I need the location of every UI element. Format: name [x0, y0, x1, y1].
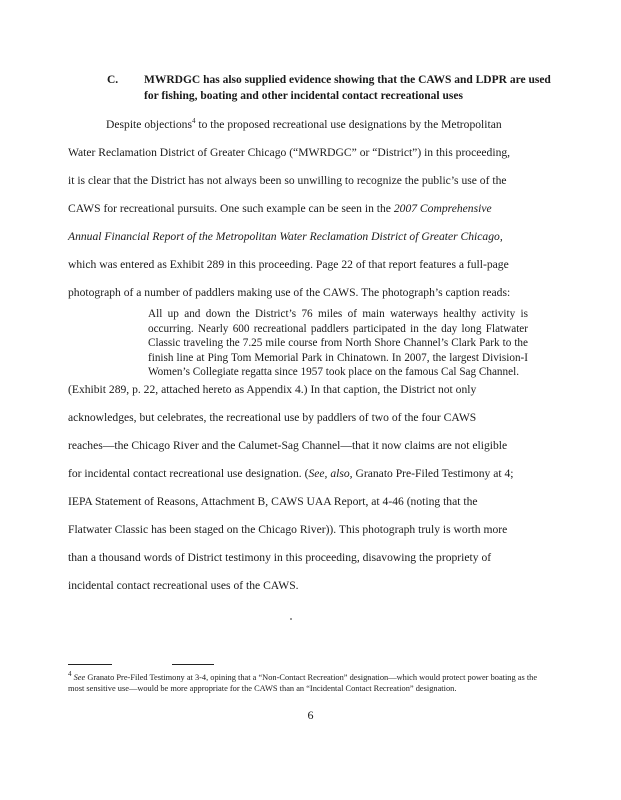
block-quote: All up and down the District’s 76 miles of main waterways healthy activity is occurring. Nearly 600 recreational paddlers participated in the day long Flatwater Classic traveling the 7.25 mile course from North Shore Channel’s Clark Park to the finish line at Ping Tom Memorial Park in Chinatown. In 2007, the largest Division-I Women’s Collegiate regatta since 1957 took place on the famous Cal Sag Channel.: [148, 308, 528, 379]
footnote: [68, 670, 548, 695]
scan-speck: [290, 618, 292, 620]
body-line: reaches—the Chicago River and the Calumet-Sag Channel—that it now claims are not eligible: [68, 439, 508, 452]
body-line: than a thousand words of District testimony in this proceeding, disavowing the propriety of: [68, 551, 492, 564]
body-line: (Exhibit 289, p. 22, attached hereto as Appendix 4.) In that caption, the District not only: [68, 383, 477, 396]
footnote-number: 4: [68, 670, 72, 679]
footnote-text: Granato Pre-Filed Testimony at 3-4, opining that a “Non-Contact Recreation” designation—which would protect power boating as the most sensitive use—would be more appropriate for the CAWS than an “Incidental Contact Recreation” designation.: [68, 673, 538, 693]
body-line: for incidental contact recreational use designation. (See, also, Granato Pre-Filed Testimony at 4;: [68, 467, 514, 480]
report-title: 2007 Comprehensive: [393, 202, 492, 215]
body-line: Despite objections$^4$ to the proposed recreational use designations by the Metropolitan: [106, 117, 502, 131]
footnote-separator: [172, 664, 214, 665]
footnote-separator: [68, 664, 112, 665]
citation-signal: See, also,: [308, 467, 353, 480]
report-title: Annual Financial Report of the Metropolitan Water Reclamation District of Greater Chicago,: [68, 230, 503, 243]
body-line: acknowledges, but celebrates, the recreational use by paddlers of two of the four CAWS: [68, 411, 477, 424]
body-line: CAWS for recreational pursuits. One such example can be seen in the 2007 Comprehensive: [68, 202, 492, 215]
body-line: which was entered as Exhibit 289 in this proceeding. Page 22 of that report features a full-page: [68, 258, 509, 271]
page-number: 6: [307, 708, 314, 722]
citation-signal: See: [73, 673, 86, 682]
body-line: IEPA Statement of Reasons, Attachment B, CAWS UAA Report, at 4-46 (noting that the: [68, 495, 478, 508]
section-heading-text: MWRDGC has also supplied evidence showing that the CAWS and LDPR are used for fishing, boating and other incidental contact recreational uses: [144, 74, 551, 102]
footnote-ref: 4: [191, 117, 196, 126]
body-line: [68, 230, 503, 243]
body-line: it is clear that the District has not always been so unwilling to recognize the public’s use of the: [68, 174, 507, 187]
body-line: Water Reclamation District of Greater Chicago (“MWRDGC” or “District”) in this proceeding,: [68, 146, 511, 159]
section-letter: C.: [107, 74, 119, 86]
body-line: incidental contact recreational uses of the CAWS.: [68, 579, 299, 592]
body-line: Flatwater Classic has been staged on the Chicago River)). This photograph truly is worth more: [68, 523, 508, 536]
body-line: photograph of a number of paddlers making use of the CAWS. The photograph’s caption reads:: [68, 286, 511, 299]
